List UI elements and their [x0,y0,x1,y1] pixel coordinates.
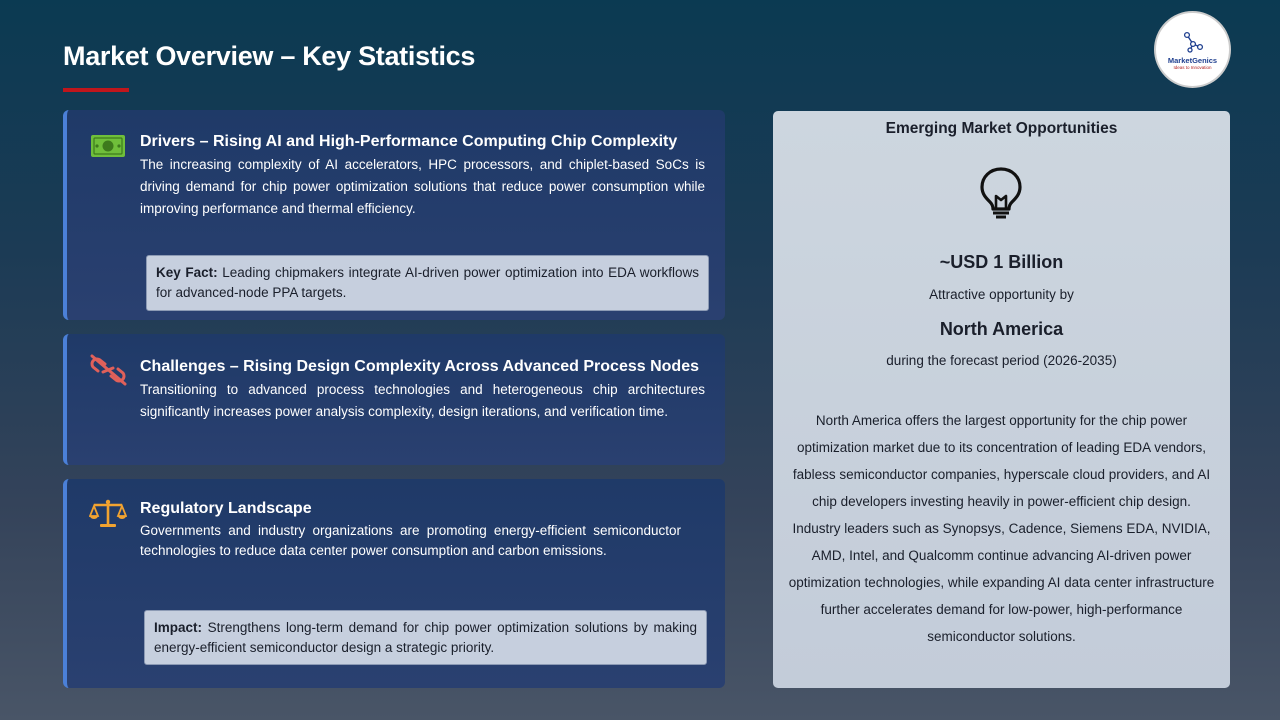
scales-icon [89,497,127,529]
opportunity-title: Emerging Market Opportunities [885,120,1118,137]
logo-name: MarketGenics [1167,55,1218,65]
lightbulb-icon [977,166,1025,220]
network-logo-icon [1181,30,1205,54]
forecast-period: during the forecast period (2026-2035) [886,353,1117,368]
key-fact-text: Leading chipmakers integrate AI-driven power optimization into EDA workflows for advanced-node PPA targets. [156,265,699,300]
opportunity-subtitle: Attractive opportunity by [929,287,1074,302]
page-title: Market Overview – Key Statistics [63,41,476,71]
impact-box [144,610,707,665]
opportunity-panel [773,111,1230,688]
regulatory-title: Regulatory Landscape [140,500,312,517]
drivers-text: The increasing complexity of AI accelerators, HPC processors, and chiplet-based SoCs is driving demand for chip power optimization solutions that reduce power consumption while improving performance and thermal efficiency. [140,157,705,216]
opportunity-description: North America offers the largest opportunity for the chip power optimization market due to its concentration of leading EDA vendors, fabless semiconductor companies, hyperscale cloud providers, and AI chip developers investing heavily in power-efficient chip design. Industry leaders such as Synopsys, Cadence, Siemens EDA, NVIDIA, AMD, Intel, and Qualcomm continue advancing AI-driven power optimization technologies, while expanding AI data center infrastructure further accelerates demand for low-power, high-performance semiconductor solutions. [788,413,1215,644]
title-underline [63,88,129,92]
challenges-card [63,334,725,465]
opportunity-region: North America [939,319,1064,339]
key-fact-label: Key Fact: [156,265,218,280]
challenges-text: Transitioning to advanced process technologies and heterogeneous chip architectures significantly increases power analysis complexity, design iterations, and verification time. [140,382,705,419]
drivers-card [63,110,725,320]
key-fact-box [146,255,709,311]
drivers-title: Drivers – Rising AI and High-Performance Computing Chip Complexity [140,133,678,150]
impact-text: Strengthens long-term demand for chip power optimization solutions by making energy-efficient semiconductor design a strategic priority. [154,620,697,655]
challenges-title: Challenges – Rising Design Complexity Across Advanced Process Nodes [140,358,699,375]
logo-tagline: Ideas to Innovation [1173,64,1212,70]
impact-label: Impact: [154,620,203,635]
opportunity-value: ~USD 1 Billion [939,252,1064,272]
money-icon [89,130,127,162]
company-logo [1154,11,1231,88]
regulatory-card [63,479,725,688]
regulatory-text: Governments and industry organizations are promoting energy-efficient semiconductor technologies to reduce data center power consumption and carbon emissions. [140,523,681,558]
broken-link-icon [89,354,127,386]
